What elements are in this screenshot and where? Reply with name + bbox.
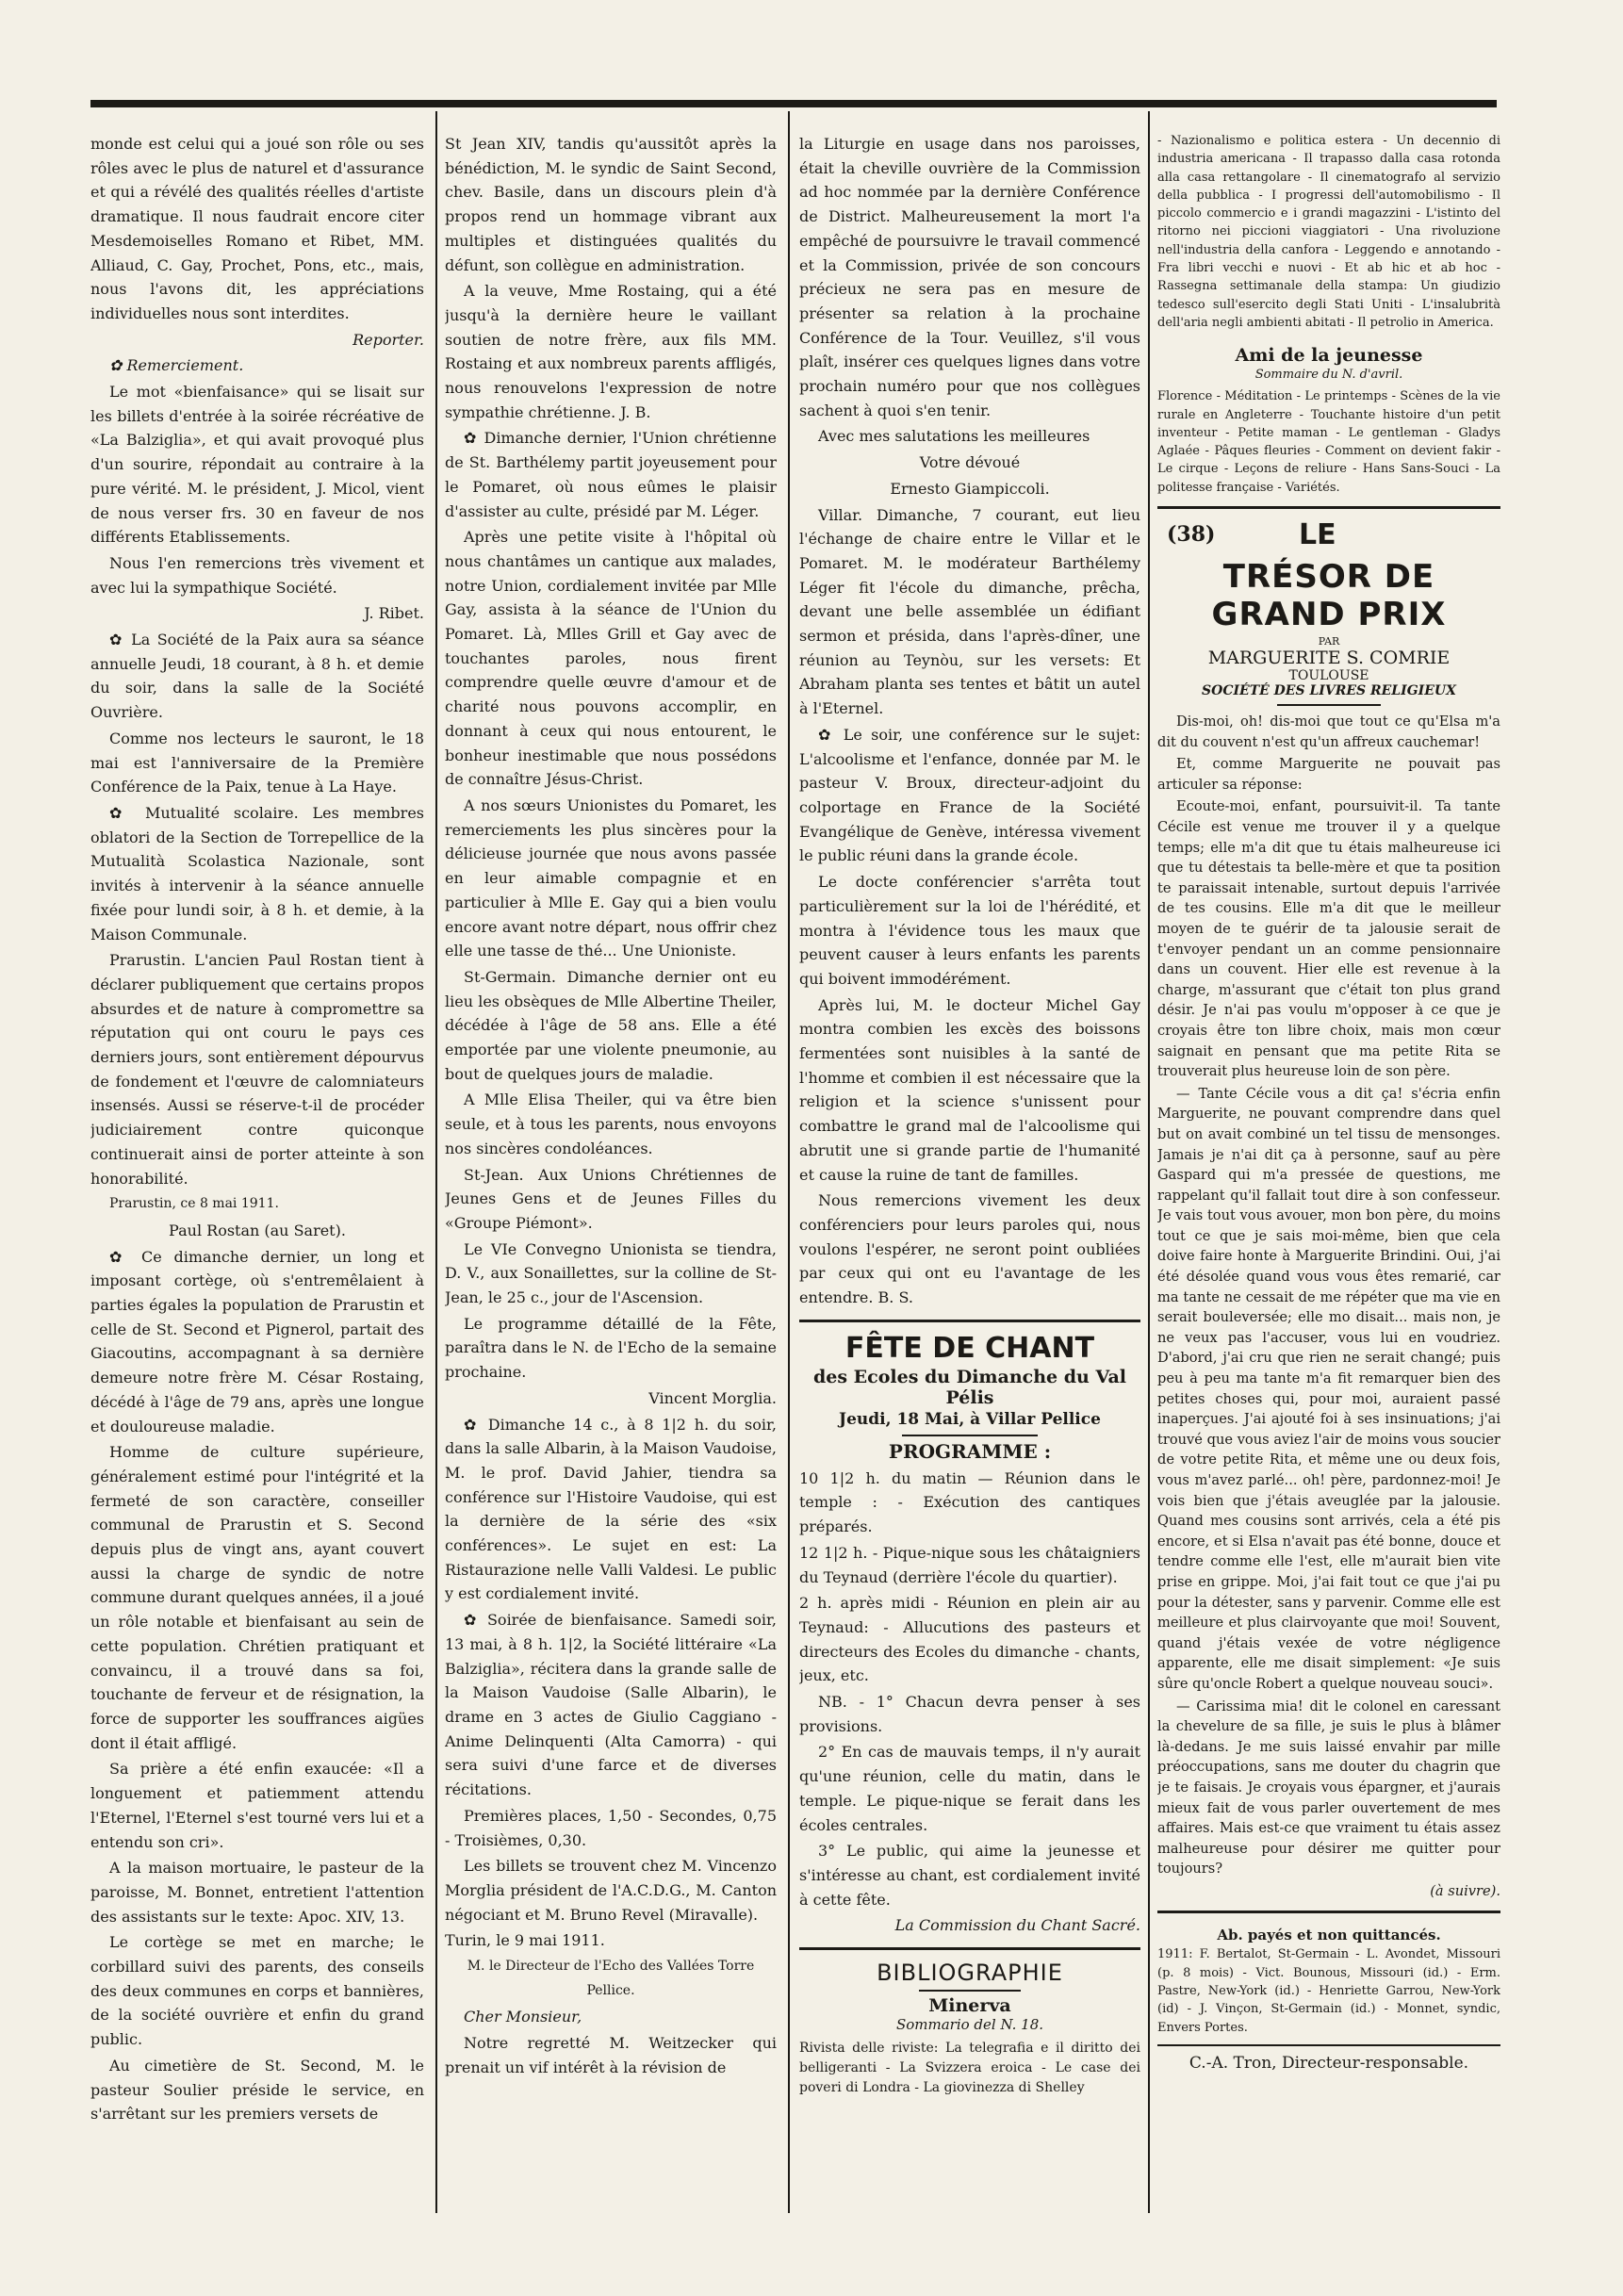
signature: J. Ribet. <box>364 604 424 623</box>
article-paragraph: Homme de culture supérieure, généralement estimé pour l'intégrité et la fermeté de son caractère, conseiller communal de Prarustin et S. Second depuis plus de vingt ans, ayant couvert aussi la charge de syndic de notre commune durant quelques années, il a joué un rôle notable et bienfaisant au sein de cette population. Chrétien pratiquant et convaincu, il a trouvé dans sa foi, touchante de ferveur et de résignation, la force de supporter les souffrances aigües dont il était affligé. <box>90 1443 424 1752</box>
column-divider <box>788 111 790 2213</box>
programme-item: 10 1|2 h. du matin — Réunion dans le temple : - Exécution des cantiques préparés. <box>799 1468 1140 1536</box>
story-paragraph: — Carissima mia! dit le colonel en caressant la chevelure de sa fille, je suis le plus à blâmer là-dedans. Je me suis laissé envahir par mille préoccupations, sans me douter du chagrin que je te faisais. Je croyais vous épargner, et j'aurais mieux fait de vous parler ouvertement de mes affaires. Mais est-ce que vraiment tu étais assez malheureuse pour désirer me quitter pour toujours? <box>1157 1697 1500 1878</box>
serial-author: MARGUERITE S. COMRIE <box>1207 648 1451 669</box>
article-paragraph: Notre regretté M. Weitzecker qui prenait un vif intérêt à la révision de <box>445 2034 777 2076</box>
article-paragraph: Le programme détaillé de la Fête, paraîtra dans le N. de l'Echo de la semaine prochaine. <box>445 1314 777 1382</box>
column-divider <box>1148 111 1150 2213</box>
article-paragraph: A nos sœurs Unionistes du Pomaret, les remerciements les plus sincères pour la délicieuse journée que nous avons passée en leur aimable compagnie et en particulier à Mlle E. Gay qui a bien voulu encore avant notre départ, nous offrir chez elle une tasse de thé... Une Unioniste. <box>445 795 777 960</box>
ami-subtitle: Sommaire du N. d'avril. <box>1254 368 1403 383</box>
letter-address: M. le Directeur de l'Echo des Vallées Torre Pellice. <box>467 1959 755 1998</box>
article-paragraph: Après lui, M. le docteur Michel Gay montra combien les excès des boissons fermentées sont nuisibles à la santé de l'homme et combien il est nécessaire que la religion et la science s'unissent pour combattre le grand mal de l'alcoolisme qui abrutit une si grande partie de l'humanité et cause la ruine de tant de familles. <box>799 995 1140 1184</box>
story-paragraph: Ecoute-moi, enfant, poursuivit-il. Ta tante Cécile est venue me trouver il y a quelque temps; elle m'a dit que tu étais malheureuse ici que tu détestais ta belle-mère et que ta position te paraissait intenable, surtout depuis l'arrivée de tes cousins. Elle m'a dit que le meilleur moyen de te guérir de ta jalousie serait de t'envoyer pendant un an comme pensionnaire dans un couvent. Hier elle est revenue à la charge, m'assurant que c'était ton plus grand désir. Je n'ai pas voulu m'opposer à ce que je croyais être ton libre choix, mais mon cœur saignait en pensant que ma petite Rita se trouverait plus heureuse loin de son père. <box>1157 798 1500 1080</box>
article-paragraph: St-Germain. Dimanche dernier ont eu lieu les obsèques de Mlle Albertine Theiler, décédée à l'âge de 58 ans. Elle a été emportée par une violente pneumonie, au bout de quelques jours de maladie. <box>445 967 777 1083</box>
ami-text: Florence - Méditation - Le printemps - Scènes de la vie rurale en Angleterre - Touchante histoire d'un petit inventeur - Petite maman - Le gentleman - Gladys Aglaée - Pâques fleuries - Comment on devient fakir - Le cirque - Leçons de reliure - Hans Sans-Souci - La politesse française - Variétés. <box>1157 389 1500 495</box>
article-paragraph: monde est celui qui a joué son rôle ou ses rôles avec le plus de naturel et d'assurance et qui a révélé des qualités réelles d'artiste dramatique. Il nous faudrait encore citer Mesdemoiselles Romano et Ribet, MM. Alliaud, C. Gay, Prochet, Pons, etc., mais, nous l'avons dit, les appréciations individuelles nous sont interdites. <box>90 135 424 322</box>
serial-publisher: SOCIÉTÉ DES LIVRES RELIGIEUX <box>1202 683 1456 699</box>
editor-line: C.-A. Tron, Directeur-responsable. <box>1189 2053 1469 2073</box>
fete-signature: La Commission du Chant Sacré. <box>894 1916 1140 1935</box>
programme-item: 12 1|2 h. - Pique-nique sous les châtaigniers du Teynaud (derrière l'école du quartier). <box>799 1543 1140 1586</box>
article-paragraph: Nous l'en remercions très vivement et avec lui la sympathique Société. <box>90 553 424 597</box>
short-rule <box>1277 704 1380 706</box>
serial-story <box>1157 712 1500 1901</box>
story-paragraph: Et, comme Marguerite ne pouvait pas articuler sa réponse: <box>1157 756 1500 793</box>
article-paragraph: Les billets se trouvent chez M. Vincenzo Morglia président de l'A.C.D.G., M. Canton négociant et M. Bruno Revel (Miravalle). <box>445 1857 777 1924</box>
section-heading: ✿ Remerciement. <box>109 356 244 375</box>
article-paragraph: A la maison mortuaire, le pasteur de la paroisse, M. Bonnet, entretient l'attention des assistants sur le texte: Apoc. XIV, 13. <box>90 1859 424 1926</box>
article-paragraph: Le VIe Convegno Unionista se tiendra, D. V., aux Sonaillettes, sur la colline de St-Jean, le 25 c., jour de l'Ascension. <box>445 1239 777 1307</box>
minerva-title: Minerva <box>928 1995 1011 2017</box>
column-2 <box>445 132 777 2082</box>
signature: Ernesto Giampiccoli. <box>890 479 1050 498</box>
programme-item: 2 h. après midi - Réunion en plein air au Teynaud: - Allucutions des pasteurs et directeurs des Ecoles du dimanche - chants, jeux, etc. <box>799 1594 1140 1685</box>
payes-text: 1911: F. Bertalot, St-Germain - L. Avondet, Missouri (p. 8 mois) - Vict. Bounous, Missouri (id.) - Erm. Pastre, New-York (id.) - Henriette Garrou, New-York (id) - J. Vinçon, St-Germain (id.) - Monnet, syndic, Envers Portes. <box>1157 1947 1500 2035</box>
section-rule <box>799 1320 1140 1322</box>
serial-header <box>1157 518 1500 556</box>
programme-note: NB. - 1° Chacun devra penser à ses provisions. <box>799 1693 1140 1735</box>
article-paragraph: ✿ Ce dimanche dernier, un long et imposant cortège, où s'entremêlaient à parties égales la population de Prarustin et celle de St. Second et Pignerol, partait des Giacoutins, accompagnant à sa dernière demeure notre frère M. César Rostaing, décédé à l'âge de 79 ans, après une longue et douloureuse maladie. <box>90 1247 424 1435</box>
minerva-continued: - Nazionalismo e politica estera - Un decennio di industria americana - Il trapasso dalla casa rotonda alla casa rettangolare - Il cinematografo al servizio della pubblica - I progressi dell'automobilismo - Il piccolo commercio e i grandi magazzini - L'istinto del ritorno nei piccioni viaggiatori - Una rivoluzione nell'industria della canfora - Leggendo e annotando - Fra libri vecchi e nuovi - Et ab hic et ab hoc - Rassegna settimanale della stampa: Un giudizio tedesco sull'esercito degli Stati Uniti - L'insalubrità dell'aria negli ambienti abitati - Il petrolio in America. <box>1157 134 1500 330</box>
serial-number: (38) <box>1167 522 1216 548</box>
column-1 <box>90 132 424 2128</box>
minerva-text: Rivista delle riviste: La telegrafia e il diritto dei belligeranti - La Svizzera eroica - Le case dei poveri di Londra - La giovinezza di Shelley <box>799 2041 1140 2096</box>
article-paragraph: Avec mes salutations les meilleures <box>818 427 1090 446</box>
serial-par: PAR <box>1318 635 1340 648</box>
signature: Reporter. <box>352 330 424 349</box>
article-paragraph: Comme nos lecteurs le sauront, le 18 mai est l'anniversaire de la Première Conférence de la Paix, tenue à La Haye. <box>90 729 424 796</box>
article-paragraph: Le mot «bienfaisance» qui se lisait sur les billets d'entrée à la soirée récréative de «La Balziglia», et qui avait provoqué plus d'un sourire, répondait au contraire à la pure vérité. M. le président, J. Micol, vient de nous verser frs. 30 en faveur de nos différents Etablissements. <box>90 383 424 547</box>
section-rule <box>799 1947 1140 1950</box>
short-rule <box>902 1435 1039 1436</box>
article-paragraph: Le cortège se met en marche; le corbillard suivi des parents, des conseils des deux communes en corps et bannières, de la société ouvrière et enfin du grand public. <box>90 1933 424 2049</box>
article-paragraph: A Mlle Elisa Theiler, qui va être bien seule, et à tous les parents, nous envoyons nos sincères condoléances. <box>445 1091 777 1157</box>
serial-le: LE <box>1299 518 1336 552</box>
dateline: Turin, le 9 mai 1911. <box>445 1931 605 1950</box>
ami-title: Ami de la jeunesse <box>1235 345 1423 367</box>
dateline: Prarustin, ce 8 mai 1911. <box>109 1196 279 1212</box>
section-rule <box>1157 506 1500 509</box>
column-divider <box>435 111 437 2213</box>
fete-date: Jeudi, 18 Mai, à Villar Pellice <box>839 1409 1101 1429</box>
top-rule <box>90 100 1497 107</box>
programme-note: 2° En cas de mauvais temps, il n'y aurait qu'une réunion, celle du matin, dans le temple. Le pique-nique se ferait dans les écoles centrales. <box>799 1743 1140 1834</box>
signature: Vincent Morglia. <box>648 1388 777 1407</box>
article-paragraph: ✿ Dimanche dernier, l'Union chrétienne de St. Barthélemy partit joyeusement pour le Pomaret, où nous eûmes le plaisir d'assister au culte, présidé par M. Léger. <box>445 429 777 520</box>
programme-note: 3° Le public, qui aime la jeunesse et s'intéresse au chant, est cordialement invité à cette fête. <box>799 1842 1140 1909</box>
story-paragraph: Dis-moi, oh! dis-moi que tout ce qu'Elsa m'a dit du couvent n'est qu'un affreux cauchemar! <box>1157 713 1500 750</box>
section-rule <box>1157 1911 1500 1913</box>
bibliography-title: BIBLIOGRAPHIE <box>877 1960 1063 1987</box>
article-paragraph: ✿ Soirée de bienfaisance. Samedi soir, 13 mai, à 8 h. 1|2, la Société littéraire «La Balziglia», récitera dans la grande salle de la Maison Vaudoise (Salle Albarin), le drame en 3 actes de Giulio Caggiano - Anime Delinquenti (Alta Camorra) - qui sera suivi d'une farce et de diverses récitations. <box>445 1611 777 1799</box>
serial-title: TRÉSOR DE GRAND PRIX <box>1211 558 1447 634</box>
serial-place: TOULOUSE <box>1288 668 1369 684</box>
article-paragraph: la Liturgie en usage dans nos paroisses, était la cheville ouvrière de la Commission ad hoc nommée par la dernière Conférence de District. Malheureusement la mort l'a empêché de poursuivre le travail commencé et la Commission, privée de son concours précieux ne sera pas en mesure de présenter sa relation à la prochaine Conférence de la Tour. Veuillez, s'il vous plaît, insérer ces quelques lignes dans votre prochain numéro pour que nos collègues sachent à quoi s'en tenir. <box>799 135 1140 419</box>
programme-heading: PROGRAMME : <box>888 1439 1052 1463</box>
column-4 <box>1157 132 1500 2078</box>
article-paragraph: ✿ Dimanche 14 c., à 8 1|2 h. du soir, dans la salle Albarin, à la Maison Vaudoise, M. le prof. David Jahier, tiendra sa conférence sur l'Histoire Vaudoise, qui est la dernière de la série des «six conférences». Le sujet en est: La Ristaurazione nelle Valli Valdesi. Le public y est cordialement invité. <box>445 1415 777 1603</box>
article-paragraph: Nous remercions vivement les deux conférenciers pour leurs paroles qui, nous voulons l'espérer, ne seront point oubliées par ceux qui ont eu l'avantage de les entendre. B. S. <box>799 1191 1140 1307</box>
article-paragraph: Premières places, 1,50 - Secondes, 0,75 - Troisièmes, 0,30. <box>445 1806 777 1849</box>
article-paragraph: A la veuve, Mme Rostaing, qui a été jusqu'à la dernière heure le vaillant soutien de notre frère, aux fils MM. Rostaing et aux nombreux parents affligés, nous renouvelons l'expression de notre sympathie chrétienne. J. B. <box>445 282 777 421</box>
article-paragraph: Prarustin. L'ancien Paul Rostan tient à déclarer publiquement que certains propos absurdes et de nature à compromettre sa réputation qui ont couru le pays ces derniers jours, sont entièrement dépourvus de fondement et l'œuvre de calomniateurs insensés. Aussi se réserve-t-il de procéder judiciairement contre quiconque continuerait ainsi de porter atteinte à son honorabilité. <box>90 951 424 1188</box>
story-paragraph: — Tante Cécile vous a dit ça! s'écria enfin Marguerite, ne pouvant comprendre dans quel but on avait combiné un tel tissu de mensonges. Jamais je n'ai dit ça à personne, sauf au père Gaspard qui m'a pressée de questions, me rappelant qu'il fallait tout dire à son confesseur. Je vais tout vous avouer, mon bon père, du moins tout ce que je sais moi-même, bien que cela doive faire honte à Marguerite Brindini. Oui, j'ai été désolée quand vous vous êtes remarié, car ma tante ne cessait de me répéter que ma vie en serait bouleversée; elle mo disait... mais non, je ne veux pas l'accuser, vous lui en voudriez. D'abord, j'ai cru que rien ne serait changé; puis peu à peu ma tante m'a fit remarquer bien des petites choses qui, pour moi, auraient passé inaperçues. J'ai ajouté foi à ses insinuations; j'ai trouvé que vous aviez l'air de moins vous soucier de votre petite Rita, et même une ou deux fois, vous m'avez parlé... oh! père, pardonnez-moi! Je vois bien que j'étais aveuglée par la jalousie. Quand mes cousins sont arrivés, cela a été pis encore, et si Elsa n'avait pas été bonne, douce et tendre comme elle l'est, elle m'aurait bien vite prise en grippe. Moi, j'ai fait tout ce que j'ai pu pour la détester, sans y parvenir. Comme elle est meilleure et plus clairvoyante que moi! Souvent, quand j'étais vexée de votre négligence apparente, elle me disait simplement: «Je suis sûre qu'oncle Robert a quelque nouveau souci». <box>1157 1085 1500 1692</box>
column-3 <box>799 132 1140 2100</box>
fete-title: FÊTE DE CHANT <box>844 1331 1095 1365</box>
article-paragraph: Le docte conférencier s'arrêta tout particulièrement sur la loi de l'hérédité, et montra à l'évidence tous les maux que peuvent causer à leurs enfants les parents qui boivent immodérément. <box>799 873 1140 988</box>
article-paragraph: ✿ Mutualité scolaire. Les membres oblatori de la Section de Torrepellice de la Mutualità Scolastica Nazionale, sont invités à intervenir à la séance annuelle fixée pour lundi soir, à 8 h. et demie, à la Maison Communale. <box>90 803 424 943</box>
short-rule <box>919 1990 1022 1992</box>
bibliography <box>799 1960 1140 2098</box>
article-paragraph: ✿ La Société de la Paix aura sa séance annuelle Jeudi, 18 courant, à 8 h. et demie du soir, dans la salle de la Société Ouvrière. <box>90 631 424 722</box>
signature: Paul Rostan (au Saret). <box>169 1221 346 1239</box>
minerva-sommario: Sommario del N. 18. <box>895 2016 1044 2034</box>
payes-title: Ab. payés et non quittancés. <box>1217 1927 1441 1944</box>
serial-continue: (à suivre). <box>1430 1882 1500 1899</box>
letter-salutation: Cher Monsieur, <box>464 2008 582 2026</box>
article-paragraph: Au cimetière de St. Second, M. le pasteur Soulier préside le service, en s'arrêtant sur les premiers versets de <box>90 2056 424 2124</box>
article-paragraph: Après une petite visite à l'hôpital où nous chantâmes un cantique aux malades, notre Union, cordialement invitée par Mlle Gay, assista à la séance de l'Union du Pomaret. Là, Mlles Grill et Gay avec de touchantes paroles, nous firent comprendre quelle œuvre d'amour et de charité nous pouvons accomplir, en donnant à ceux qui nous entourent, le bonheur inestimable que nous possédons de connaître Jésus-Christ. <box>445 528 777 789</box>
section-rule <box>1157 2044 1500 2046</box>
article-paragraph: St-Jean. Aux Unions Chrétiennes de Jeunes Gens et de Jeunes Filles du «Groupe Piémont». <box>445 1165 777 1232</box>
article-paragraph: St Jean XIV, tandis qu'aussitôt après la bénédiction, M. le syndic de Saint Second, chev. Basile, dans un discours plein d'à propos rend un hommage vibrant aux multiples et distinguées qualités du défunt, son collègue en administration. <box>445 135 777 274</box>
article-paragraph: ✿ Le soir, une conférence sur le sujet: L'alcoolisme et l'enfance, donnée par M. le pasteur V. Broux, directeur-adjoint du colportage en France de la Société Evangélique de Genève, intéressa vivement le public réuni dans la grande école. <box>799 725 1140 865</box>
fete-subtitle: des Ecoles du Dimanche du Val Pélis <box>813 1366 1126 1408</box>
article-paragraph: Sa prière a été enfin exaucée: «Il a longuement et patiemment attendu l'Eternel, l'Eternel s'est tourné vers lui et a entendu son cri». <box>90 1760 424 1851</box>
fete-announcement <box>799 1332 1140 1938</box>
signature: Votre dévoué <box>919 453 1021 472</box>
article-paragraph: Villar. Dimanche, 7 courant, eut lieu l'échange de chaire entre le Villar et le Pomaret. M. le modérateur Barthélemy Léger fit l'école du dimanche, prêcha, devant une belle assemblée un édifiant sermon et présida, dans l'après-dîner, une réunion au Teynòu, sur les versets: Et Abraham planta ses tentes et bâtit un autel à l'Eternel. <box>799 505 1140 718</box>
